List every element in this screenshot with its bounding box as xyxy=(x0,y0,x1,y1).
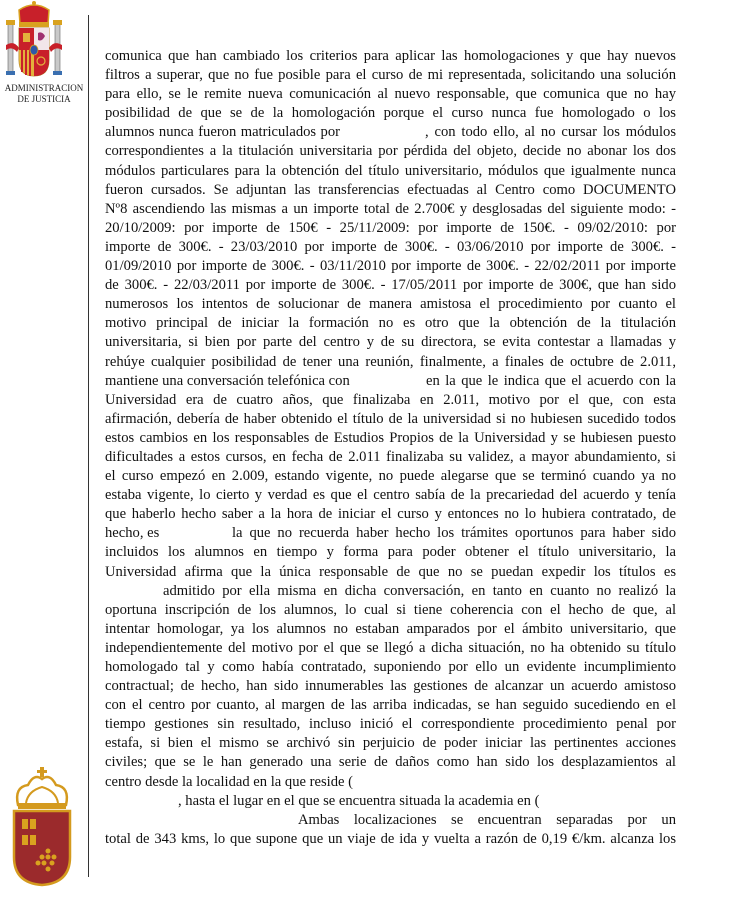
text-line: universitaria, si bien por parte del centro y de su directora, se evita contestar a llamadas y xyxy=(105,334,676,351)
text-line: homologado tal y como había contratado, suponiendo por ello un evidente incumplimiento xyxy=(105,659,676,675)
text-line: dificultades a estos cursos, en fecha de 2.011 finalizaba su validez, a mayor abundamiento, si xyxy=(105,448,676,465)
text-line-redacted: mantiene una conversación telefónica con en la que le indica que el acuerdo con la xyxy=(105,372,676,389)
text-line: estos cambios en los responsables de Estudios Propios de la Universidad y se hubiesen puesto xyxy=(105,429,676,446)
document-body xyxy=(105,47,676,849)
murcia-coat-of-arms xyxy=(10,765,74,892)
text-line: 01/09/2010 por importe de 300€. - 03/11/2010 por importe de 300€. - 22/02/2011 por importe xyxy=(105,258,676,275)
text-line: incluidos los alumnos en tiempo y forma para poder obtener el título universitario, la xyxy=(105,544,676,561)
text-line: Universidad era de cuatro años, que finalizaba en 2.011, motivo por el que, con esta xyxy=(105,391,676,408)
text-line: correspondientes a la titulación universitaria por pérdida del objeto, decide no abonar los dos xyxy=(105,143,676,160)
text-line: estaba vigente, lo cierto y verdad es que el centro sabía de la precariedad del acuerdo y tenía xyxy=(105,487,676,504)
text-line: que haberlo hecho saber a la hora de iniciar el curso y entonces no lo hubiera contratado, de xyxy=(105,506,676,523)
text-line-redacted: admitido por ella misma en dicha conversación, en tanto en cuanto no realizó la xyxy=(163,582,676,599)
coat-of-arms-icon xyxy=(10,765,74,887)
margin-divider xyxy=(88,15,89,877)
text-line: importe de 300€. - 23/03/2010 por importe de 300€. - 03/06/2010 por importe de 300€. - xyxy=(105,238,676,255)
text-line: filtros a superar, que no fue posible para el curso de mi representada, solicitando una solución xyxy=(105,67,676,84)
text-line: oportuna inscripción de los alumnos, lo cual si tiene coherencia con el hecho de que, al xyxy=(105,601,676,618)
text-line: tiempo gestiones sin resultado, incluso inició el correspondiente procedimiento penal por xyxy=(105,716,676,733)
text-line: Nº8 ascendiendo las mismas a un importe total de 2.700€ y desglosadas del siguiente modo: - xyxy=(105,200,676,217)
org-name-line1: ADMINISTRACION xyxy=(4,83,84,93)
text-line: contractual; de hecho, han sido innumerables las gestiones de alcanzar un acuerdo amistoso xyxy=(105,678,676,695)
text-line: independientemente del motivo por el que se llegó a dicha situación, no ha obtenido su título xyxy=(105,639,676,656)
text-line-redacted: alumnos nunca fueron matriculados por , con todo ello, al no cursar los módulos xyxy=(105,124,676,141)
text-line-redacted: hecho, es la que no recuerda haber hecho los trámites oportunos para haber sido xyxy=(105,525,676,542)
text-line: afirmación, debería de haber obtenido el título de la universidad si no hubiesen sucedido todos xyxy=(105,410,676,427)
text-line: con el centro por cuanto, al margen de las arriba indicadas, se han seguido sucediendo en el xyxy=(105,697,676,714)
text-line: motivo principal de iniciar la formación no es otro que la obtención de la titulación xyxy=(105,315,676,332)
text-line: civiles; que se le han generado una serie de daños como han sido los desplazamientos al xyxy=(105,754,676,771)
text-line: Universidad afirma que la única responsable de que no se puedan expedir los títulos es xyxy=(105,563,676,580)
text-line: comunica que han cambiado los criterios para aplicar las homologaciones y que hay nuevos xyxy=(105,48,676,64)
text-line-redacted: , hasta el lugar en el que se encuentra situada la academia en ( xyxy=(178,792,540,809)
org-name-line2: DE JUSTICIA xyxy=(17,94,71,104)
text-line: de 300€. - 22/03/2011 por importe de 300€. - 17/05/2011 por importe de 300€, que han sido xyxy=(105,277,676,294)
text-line-redacted: Ambas localizaciones se encuentran separadas por un xyxy=(298,811,676,828)
text-line: rehúye cualquier posibilidad de tener una reunión, finalmente, a finales de octubre de 2.011, xyxy=(105,353,676,370)
coat-of-arms-icon xyxy=(4,0,66,82)
text-line: el curso empezó en 2.009, estando vigente, no puede alegarse que se terminó cuando ya no xyxy=(105,468,676,485)
text-line: numerosos los intentos de solucionar de manera amistosa el procedimiento por cuanto el xyxy=(105,296,676,313)
text-line-redacted: centro desde la localidad en la que reside ( xyxy=(105,773,353,790)
text-line: intentar homologar, ya los alumnos no estaban amparados por el ámbito universitario, que xyxy=(105,620,676,637)
text-line: fueron cursados. Se adjuntan las transferencias efectuadas al Centro como DOCUMENTO xyxy=(105,181,676,198)
text-line: para ello, se le remite nueva comunicación al nuevo responsable, que comunica que no hay xyxy=(105,86,676,103)
text-line: posibilidad de que se de la homologación porque el curso nunca fue homologado o los xyxy=(105,105,676,122)
text-line: estafa, si bien el mismo se archivó sin perjuicio de poder iniciar las pertinentes acciones xyxy=(105,735,676,752)
text-line: 20/10/2009: por importe de 150€ - 25/11/2009: por importe de 150€. - 09/02/2010: por xyxy=(105,219,676,236)
text-line: módulos particulares para la obtención del título universitario, módulos que igualmente nunca xyxy=(105,162,676,179)
text-line: total de 343 kms, lo que supone que un viaje de ida y vuelta a razón de 0,19 €/km. alcanza los xyxy=(105,830,676,847)
